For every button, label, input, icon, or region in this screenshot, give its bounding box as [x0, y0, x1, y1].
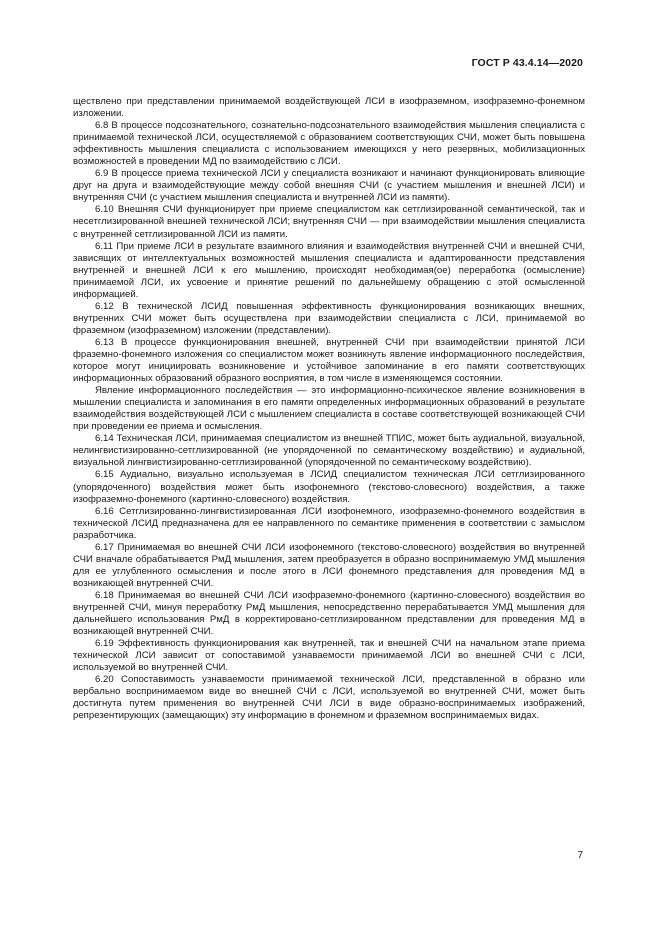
standard-id-header: ГОСТ Р 43.4.14—2020: [471, 57, 583, 69]
paragraph: 6.8 В процессе подсознательного, сознательно-подсознательного взаимодействия мышления специалиста с принимаемой технической ЛСИ, осуществляемой с образованием соответствующих СЧИ, может быть повышена эффективность мышления специалиста с использованием имеющихся у него резервных, мобилизационных возможностей в проведении МД по взаимодействию с ЛСИ.: [73, 120, 585, 168]
paragraph: 6.12 В технической ЛСИД повышенная эффективность функционирования возникающих внешних, внутренних СЧИ может быть осуществлена при взаимодействии специалиста с ЛСИ, принимаемой во фраземном (изофраземном) изложении (представлении).: [73, 300, 585, 336]
page-number: 7: [577, 850, 583, 861]
document-body: [73, 96, 585, 722]
paragraph: 6.9 В процессе приема технической ЛСИ у специалиста возникают и начинают функционировать влияющие друг на друга и взаимодействующие между собой внешняя СЧИ (с участием мышления и внешней ЛСИ) и внутренняя СЧИ (с участием мышления специалиста и внутренней ЛСИ из памяти).: [73, 168, 585, 204]
paragraph: 6.13 В процессе функционирования внешней, внутренней СЧИ при взаимодействии принятой ЛСИ фраземно-фонемного изложения со специалистом может возникнуть явление информационного последействия, которое могут инициировать возникновение и устойчивое запоминание в его памяти соответствующих информационных образований образного восприятия, в том числе в изменяющемся состоянии.: [73, 336, 585, 385]
paragraph: 6.18 Принимаемая во внешней СЧИ ЛСИ изофраземно-фонемного (картинно-словесного) воздействия во внутренней СЧИ, минуя переработку РмД мышления, непосредственно перерабатывается УМД мышления для дальнейшего использования РмД в корректировано-сетглизированном представлении для проведения МД в возникающей внутренней СЧИ.: [73, 589, 585, 638]
paragraph: 6.20 Сопоставимость узнаваемости принимаемой технической ЛСИ, представленной в образно или вербально воспринимаемом виде во внешней СЧИ с ЛСИ, используемой во внутренней СЧИ, может быть достигнута путем применения во внутренней СЧИ ЛСИ в виде образно-воспринимаемых изображений, репрезентирующих (замещающих) эту информацию в фонемном и фраземном воспринимаемых видах.: [73, 674, 585, 722]
paragraph: Явление информационного последействия — это информационно-психическое явление возникновения в мышлении специалиста и запоминания в его памяти определенных информационных образований в результате взаимодействия воздействующей ЛСИ с мышлением специалиста в составе соответствующей возникающей СЧИ при проведении ее приема и осмысления.: [73, 385, 585, 433]
paragraph: 6.11 При приеме ЛСИ в результате взаимного влияния и взаимодействия внутренней СЧИ и внешней СЧИ, зависящих от интеллектуальных возможностей мышления специалиста и адаптированности представления внутренней и внешней ЛСИ к его мышлению, происходят необходимая(ое) переработка (осмысление) принимаемой ЛСИ, их усвоение и принятие решений по дальнейшему обращению с этой осмысленной информацией.: [73, 240, 585, 300]
paragraph: ществлено при представлении принимаемой воздействующей ЛСИ в изофраземном, изофраземно-фонемном изложении.: [73, 96, 585, 120]
paragraph: 6.14 Техническая ЛСИ, принимаемая специалистом из внешней ТПИС, может быть аудиальной, визуальной, нелингвистизированно-сетглизированной (не упорядоченной по семантическому воздействию) и аудиальной, визуальной лингвистизированно-сетглизированной (упорядоченной по семантическому воздействию).: [73, 433, 585, 469]
paragraph: 6.10 Внешняя СЧИ функционирует при приеме специалистом как сетглизированной семантической, так и несетглизированной внешней технической ЛСИ; внутренняя СЧИ — при взаимодействии мышления специалиста с внутренней сетглизированной ЛСИ из памяти.: [73, 204, 585, 240]
paragraph: 6.17 Принимаемая во внешней СЧИ ЛСИ изофонемного (текстово-словесного) воздействия во внутренней СЧИ вначале обрабатывается РмД мышления, затем преобразуется в образно воспринимаемую УМД мышления для ее углубленного осмысления и после этого в ЛСИ фонемного представления для проведения МД в возникающей внутренней СЧИ.: [73, 541, 585, 589]
paragraph: 6.16 Сетглизированно-лингвистизированная ЛСИ изофонемного, изофраземно-фонемного воздействия в технической ЛСИД предназначена для ее направленного по семантике применения в соответствии с замыслом разработчика.: [73, 505, 585, 541]
paragraph: 6.19 Эффективность функционирования как внутренней, так и внешней СЧИ на начальном этапе приема технической ЛСИ зависит от сопоставимой узнаваемости принимаемой ЛСИ во внешней СЧИ с ЛСИ, используемой во внутренней СЧИ.: [73, 638, 585, 674]
paragraph: 6.15 Аудиально, визуально используемая в ЛСИД специалистом техническая ЛСИ сетглизированного (упорядоченного) воздействия может быть изофонемного (текстово-словесного) воздействия, а также изофраземно-фонемного (картинно-словесного) воздействия.: [73, 469, 585, 505]
